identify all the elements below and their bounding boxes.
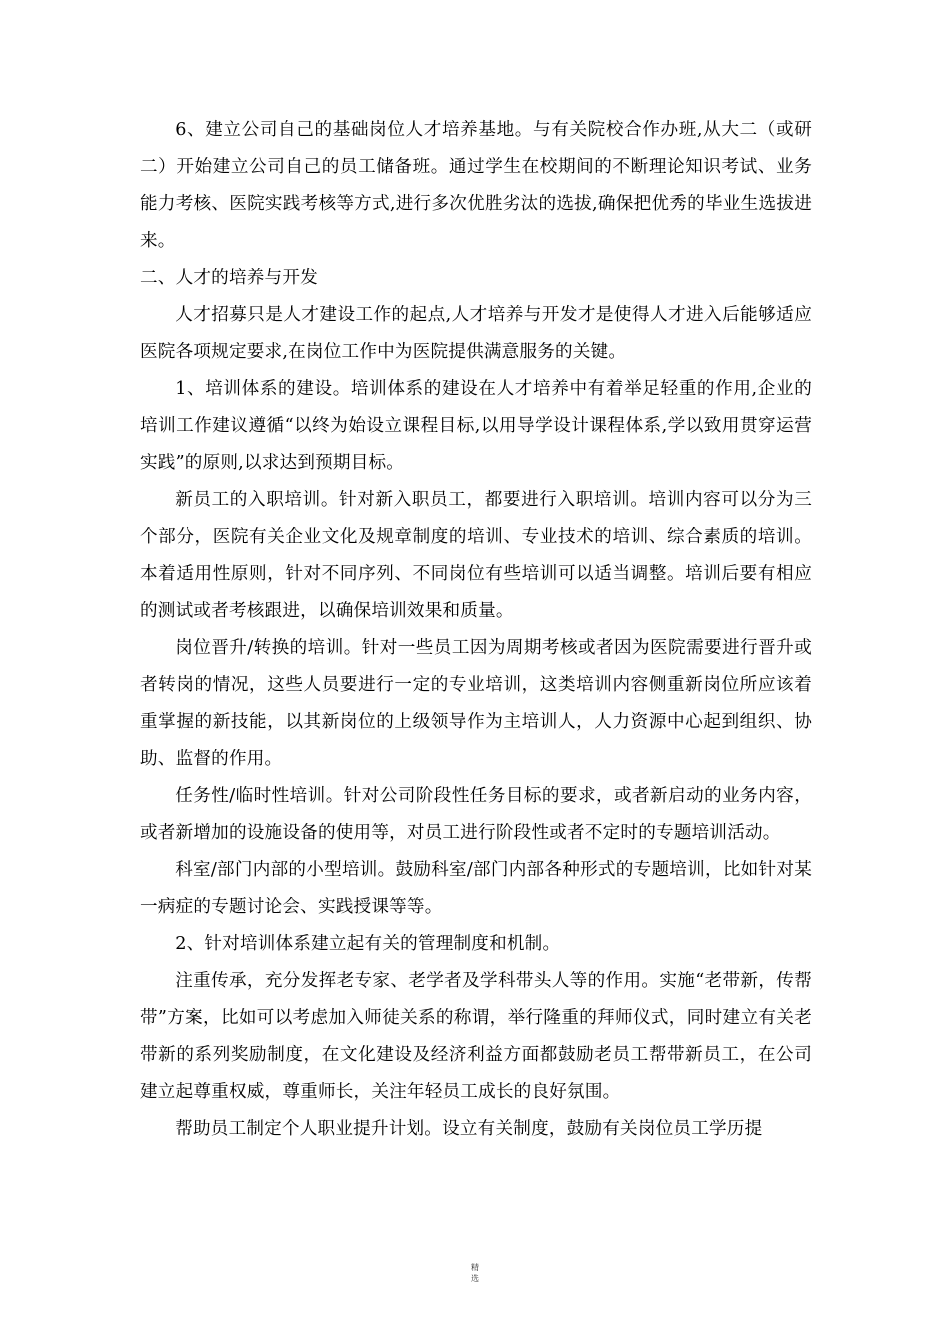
page-footer	[0, 1262, 950, 1284]
paragraph-9: 2、针对培训体系建立起有关的管理制度和机制。	[175, 934, 561, 954]
paragraph-8: 科室/部门内部的小型培训。鼓励科室/部门内部各种形式的专题培训，比如针对某一病症的专题讨论会、实践授课等等。	[140, 860, 812, 917]
footer-label: 精选	[471, 1263, 479, 1283]
paragraph-1: 6、建立公司自己的基础岗位人才培养基地。与有关院校合作办班,从大二（或研二）开始建立公司自己的员工储备班。通过学生在校期间的不断理论知识考试、业务能力考核、医院实践考核等方式,进行多次优胜劣汰的选拔,确保把优秀的毕业生选拔进来。	[140, 120, 812, 251]
paragraph-4: 1、培训体系的建设。培训体系的建设在人才培养中有着举足轻重的作用,企业的培训工作建议遵循“以终为始设立课程目标,以用导学设计课程体系,学以致用贯穿运营实践”的原则,以求达到预期目标。	[140, 379, 812, 473]
paragraph-10: 注重传承，充分发挥老专家、老学者及学科带头人等的作用。实施“老带新，传帮带”方案，比如可以考虑加入师徒关系的称谓，举行隆重的拜师仪式，同时建立有关老带新的系列奖励制度，在文化建设及经济利益方面都鼓励老员工帮带新员工，在公司建立起尊重权威，尊重师长，关注年轻员工成长的良好氛围。	[140, 971, 812, 1102]
paragraph-7: 任务性/临时性培训。针对公司阶段性任务目标的要求，或者新启动的业务内容，或者新增加的设施设备的使用等，对员工进行阶段性或者不定时的专题培训活动。	[140, 786, 812, 843]
paragraph-6: 岗位晋升/转换的培训。针对一些员工因为周期考核或者因为医院需要进行晋升或者转岗的情况，这些人员要进行一定的专业培训，这类培训内容侧重新岗位所应该着重掌握的新技能，以其新岗位的上级领导作为主培训人，人力资源中心起到组织、协助、监督的作用。	[140, 638, 812, 769]
section-heading: 二、人才的培养与开发	[140, 268, 318, 288]
paragraph-3: 人才招募只是人才建设工作的起点,人才培养与开发才是使得人才进入后能够适应医院各项规定要求,在岗位工作中为医院提供满意服务的关键。	[140, 305, 812, 362]
paragraph-5: 新员工的入职培训。针对新入职员工，都要进行入职培训。培训内容可以分为三个部分，医院有关企业文化及规章制度的培训、专业技术的培训、综合素质的培训。本着适用性原则，针对不同序列、不同岗位有些培训可以适当调整。培训后要有相应的测试或者考核跟进，以确保培训效果和质量。	[140, 490, 812, 621]
paragraph-11: 帮助员工制定个人职业提升计划。设立有关制度，鼓励有关岗位员工学历提	[175, 1119, 763, 1139]
document-body	[140, 112, 812, 1148]
